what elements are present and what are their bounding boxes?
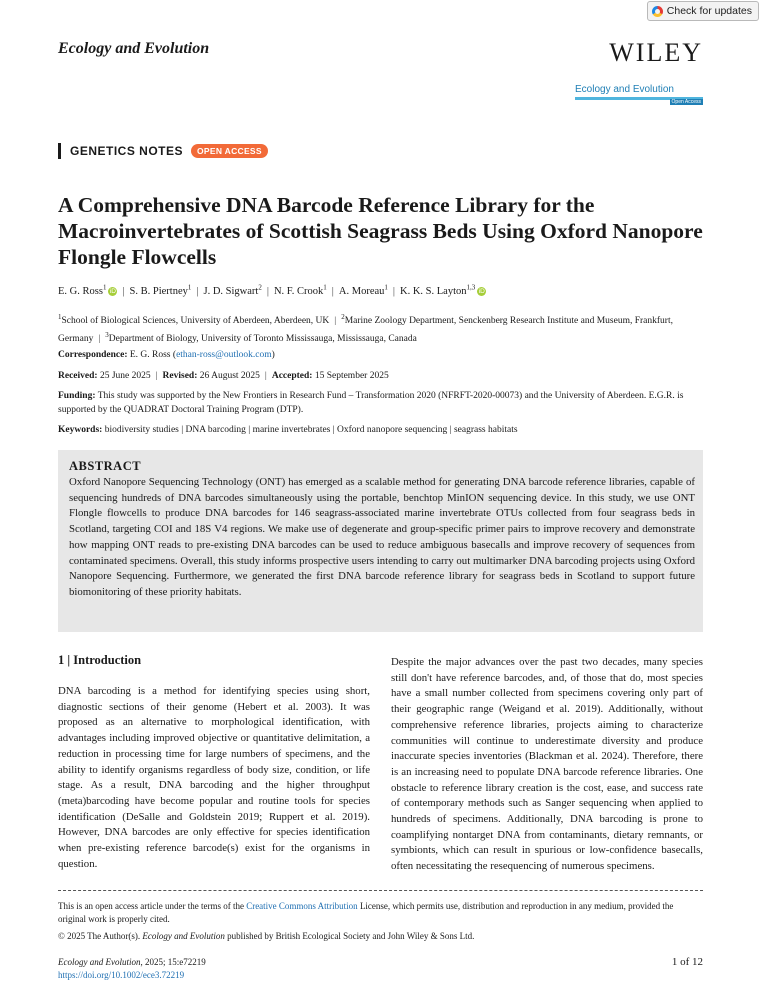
affiliations: $^1$School of Biological Sciences, University of Aberdeen, Aberdeen, UK | $^2$Marine Zoology Department, Senckenberg Research Institute and Museum, Frankfurt, Germany | $^3$Department of Biology, University of Toronto Mississauga, Mississauga, Canada xyxy=(58,313,673,344)
introduction-heading: 1 | Introduction xyxy=(58,653,142,667)
intro-right-column: Despite the major advances over the past two decades, many species still don't have reference barcodes, and, of those that do, most species have a small number collected from specimens covering only part of their geographic range (Weigand et al. 2019). Additionally, without comprehensive reference libraries, projects aiming to characterize communities will continue to underestimate diversity and produce inaccurate species inventories (Blackman et al. 2024). Therefore, there is an increasing need to populate DNA barcode reference libraries. One obstacle to reference library creation is the cost, ease, and success rate of contemporary methods such as Sanger sequencing when applied to hundreds of specimens. Additionally, DNA barcoding is prone to coamplifying nontarget DNA from contaminants, dietary remnants, or symbionts, which can result in spurious or low-confidence basecalls, often necessitating the resequencing of numerous specimens. xyxy=(391,656,703,873)
check-updates-icon xyxy=(652,6,663,17)
check-for-updates-label: Check for updates xyxy=(666,5,752,17)
funding: Funding: This study was supported by the New Frontiers in Research Fund – Transformation 2020 (NFRFT-2020-00073) and the University of Aberdeen. E.G.R. is supported by the QUADRAT Doctoral Training Program (DTP). xyxy=(58,391,684,415)
email-link[interactable]: ethan-ross@outlook.com xyxy=(176,350,272,360)
citation-footer: Ecology and Evolution, 2025; 15:e72219 https://doi.org/10.1002/ece3.72219 xyxy=(58,957,206,980)
doi-link[interactable]: https://doi.org/10.1002/ece3.72219 xyxy=(58,969,185,980)
author[interactable]: K. K. S. Layton$^{1,3}$ iD xyxy=(400,283,485,297)
intro-left-column: DNA barcoding is a method for identifying species using short, diagnostic sections of their genome (Hebert et al. 2003). It was proposed as an alternative to morphological identification, with advantages including improved objective or quantitative delimitation, a reduction in processing time for large numbers of specimens, and the ability to identify organisms regardless of body size, condition, or life stage. As a result, DNA barcoding and the higher throughput (meta)barcoding have become popular and routine tools for species identification (DeSalle and Goldstein 2019; Ruppert et al. 2019). However, DNA barcodes are only effective for species identification when pre-existing reference barcode(s) exist for the organisms in question. xyxy=(58,685,370,870)
journal-logo-text: Ecology and Evolution xyxy=(575,84,674,95)
author[interactable]: S. B. Piertney$^1$ xyxy=(129,283,192,297)
author[interactable]: A. Moreau$^1$ xyxy=(338,283,388,297)
abstract-heading: ABSTRACT xyxy=(69,459,142,473)
open-access-badge: OPEN ACCESS xyxy=(191,144,268,158)
author[interactable]: E. G. Ross$^1$ iD xyxy=(58,283,116,297)
author[interactable]: J. D. Sigwart$^2$ xyxy=(203,283,262,297)
license-link[interactable]: Creative Commons Attribution xyxy=(246,901,358,911)
journal-logo xyxy=(575,84,703,105)
orcid-icon[interactable]: iD xyxy=(478,287,485,295)
article-section xyxy=(58,143,268,159)
author[interactable]: N. F. Crook$^1$ xyxy=(273,283,327,297)
section-marker xyxy=(58,143,61,159)
abstract-text: Oxford Nanopore Sequencing Technology (ONT) has emerged as a scalable method for generating DNA barcode reference libraries, capable of sequencing hundreds of DNA barcodes simultaneously using the portable, benchtop MinION sequencing device. In this study, we use ONT Flongle flowcells to produce DNA barcodes for 146 seagrass-associated marine invertebrate OTUs collected from four seagrass beds in Scotland, targeting COI and 18S V4 regions. We make use of degenerate and group-specific primer pairs to improve recovery and demonstrate how mapping ONT reads to pre-existing DNA barcodes can be used to reduce ambiguous basecalls and improve recovery of sequences from contaminated specimens. Overall, this study informs prospective users intending to carry out multimarker DNA barcoding projects using Oxford Nanopore Sequencing. Furthermore, we generated the first DNA barcode reference library for seagrass beds in Scotland to support future biomonitoring of these priority habitats. xyxy=(69,476,695,598)
check-for-updates-button[interactable] xyxy=(647,1,759,21)
publisher-logo: WILEY xyxy=(609,38,703,67)
keywords: Keywords: biodiversity studies | DNA barcoding | marine invertebrates | Oxford nanopore sequencing | seagrass habitats xyxy=(58,425,518,435)
footer-divider xyxy=(58,890,703,891)
journal-logo-bar xyxy=(575,97,703,105)
author-list: E. G. Ross$^1$ iD | S. B. Piertney$^1$ | J. D. Sigwart$^2$ | N. F. Crook$^1$ | A. Moreau$^1$ | K. K. S. Layton$^{1,3}$ iD xyxy=(58,283,485,297)
article-title: A Comprehensive DNA Barcode Reference Library for the Macroinvertebrates of Scottish Seagrass Beds Using Oxford Nanopore Flongle Flowcells xyxy=(58,193,703,269)
license-notice: This is an open access article under the terms of the Creative Commons Attribution License, which permits use, distribution and reproduction in any medium, provided the original work is properly cited. xyxy=(58,901,674,924)
article-dates: Received: 25 June 2025 | Revised: 26 August 2025 | Accepted: 15 September 2025 xyxy=(58,371,389,381)
journal-logo-badge: Open Access xyxy=(671,99,701,105)
orcid-icon[interactable]: iD xyxy=(109,287,116,295)
copyright-notice: © 2025 The Author(s). Ecology and Evolution published by British Ecological Society and John Wiley & Sons Ltd. xyxy=(58,931,475,941)
journal-name: Ecology and Evolution xyxy=(58,40,210,57)
section-label: GENETICS NOTES xyxy=(70,144,184,158)
correspondence: Correspondence: E. G. Ross (ethan-ross@outlook.com) xyxy=(58,350,275,360)
page-number: 1 of 12 xyxy=(671,956,703,968)
